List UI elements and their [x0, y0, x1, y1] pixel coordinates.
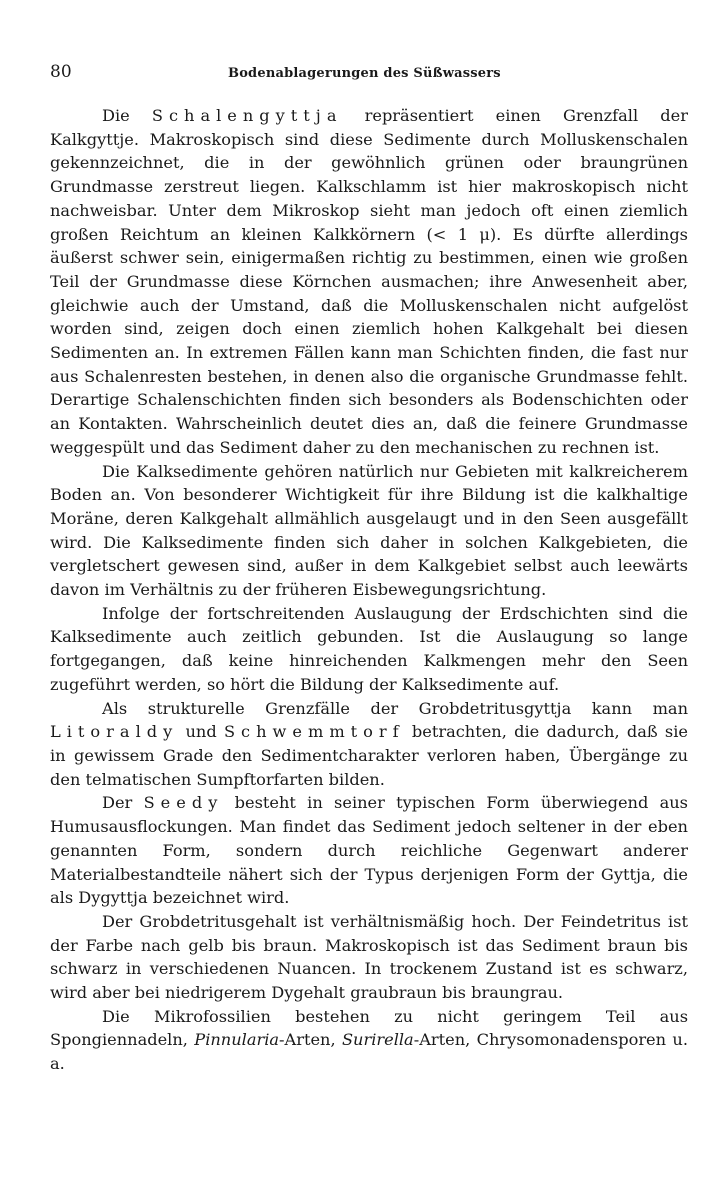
paragraph: [50, 697, 688, 792]
italic-term: Pinnularia: [194, 1030, 280, 1050]
page-header: [50, 62, 688, 92]
text-run: -Arten,: [279, 1030, 342, 1050]
text-run: repräsentiert einen Grenzfall der Kalkgyttje. Makroskopisch sind diese Sedimente durch Molluskenschalen gekennzeichnet, die in der gewöhnlich grünen oder braungrünen Grundmasse zerstreut liegen. Kalkschlamm ist hier makroskopisch nicht nachweisbar. Unter dem Mikroskop sieht man jedoch oft einen ziemlich großen Reichtum an kleinen Kalkkörnern (< 1 μ). Es dürfte allerdings äußerst schwer sein, einigermaßen richtig zu bestimmen, einen wie großen Teil der Grundmasse diese Körnchen ausmachen; ihre Anwesenheit aber, gleichwie auch der Umstand, daß die Molluskenschalen nicht aufgelöst worden sind, zeigen doch einen ziemlich hohen Kalkgehalt bei diesen Sedimenten an. In extremen Fällen kann man Schichten finden, die fast nur aus Schalenresten bestehen, in denen also die organische Grundmasse fehlt. Derartige Schalenschichten finden sich besonders als Bodenschichten oder an Kontakten. Wahrscheinlich deutet dies an, daß die feinere Grundmasse weggespült und das Sediment daher zu den mechanischen zu rechnen ist.: [50, 106, 688, 457]
paragraph: [50, 791, 688, 910]
italic-term: Surirella: [341, 1030, 414, 1050]
paragraph: [50, 910, 688, 1005]
spaced-term: Litoraldy: [50, 722, 179, 742]
paragraph: [50, 104, 688, 460]
text-run: Der: [102, 793, 144, 813]
text-run: Infolge der fortschreitenden Auslaugung der Erdschichten sind die Kalksedimente auch zeitlich gebunden. Ist die Auslaugung so lange fortgegangen, daß keine hinreichenden Kalkmengen mehr den Seen zugeführt werden, so hört die Bildung der Kalksedimente auf.: [50, 603, 688, 694]
spaced-term: Schalengyttja: [151, 106, 343, 125]
body-text: [50, 104, 688, 1076]
spaced-term: Schwemmtorf: [223, 722, 405, 742]
page-number: 80: [50, 62, 72, 82]
text-run: Die Mikrofossilien bestehen zu nicht geringem Teil aus Spongiennadeln,: [50, 1006, 688, 1050]
paragraph: [50, 1005, 688, 1076]
text-run: besteht in seiner typischen Form überwiegend aus Humusausflockungen. Man findet das Sediment jedoch seltener in der eben genannten Form, sondern durch reichliche Gegenwart anderer Materialbestandteile nähert sich der Typus derjenigen Form der Gyttja, die als Dygyttja bezeichnet wird.: [50, 793, 688, 908]
spaced-term: Seedy: [143, 793, 224, 813]
paragraph: [50, 460, 688, 602]
text-run: Die: [102, 106, 152, 125]
running-title: Bodenablagerungen des Süßwassers: [228, 66, 501, 81]
text-run: betrachten, die dadurch, daß sie in gewissem Grade den Sedimentcharakter verloren haben, Übergänge zu den telmatischen Sumpftorfarten bilden.: [50, 722, 688, 789]
text-run: Die Kalksedimente gehören natürlich nur Gebieten mit kalkreicherem Boden an. Von besonderer Wichtigkeit für ihre Bildung ist die kalkhaltige Moräne, deren Kalkgehalt allmählich ausgelaugt und in den Seen ausgefällt wird. Die Kalksedimente finden sich daher in solchen Kalkgebieten, die vergletschert gewesen sind, außer in dem Kalkgebiet selbst auch leewärts davon im Verhältnis zu der früheren Eisbewegungsrichtung.: [50, 461, 688, 600]
text-run: und: [178, 722, 224, 742]
text-run: Als strukturelle Grenzfälle der Grobdetritusgyttja kann man: [102, 698, 688, 718]
text-run: -Arten, Chrysomonadensporen u. a.: [50, 1030, 688, 1074]
paragraph: [50, 602, 688, 697]
text-run: Der Grobdetritusgehalt ist verhältnismäßig hoch. Der Feindetritus ist der Farbe nach gelb bis braun. Makroskopisch ist das Sediment braun bis schwarz in verschiedenen Nuancen. In trockenem Zustand ist es schwarz, wird aber bei niedrigerem Dygehalt graubraun bis braungrau.: [50, 911, 688, 1003]
